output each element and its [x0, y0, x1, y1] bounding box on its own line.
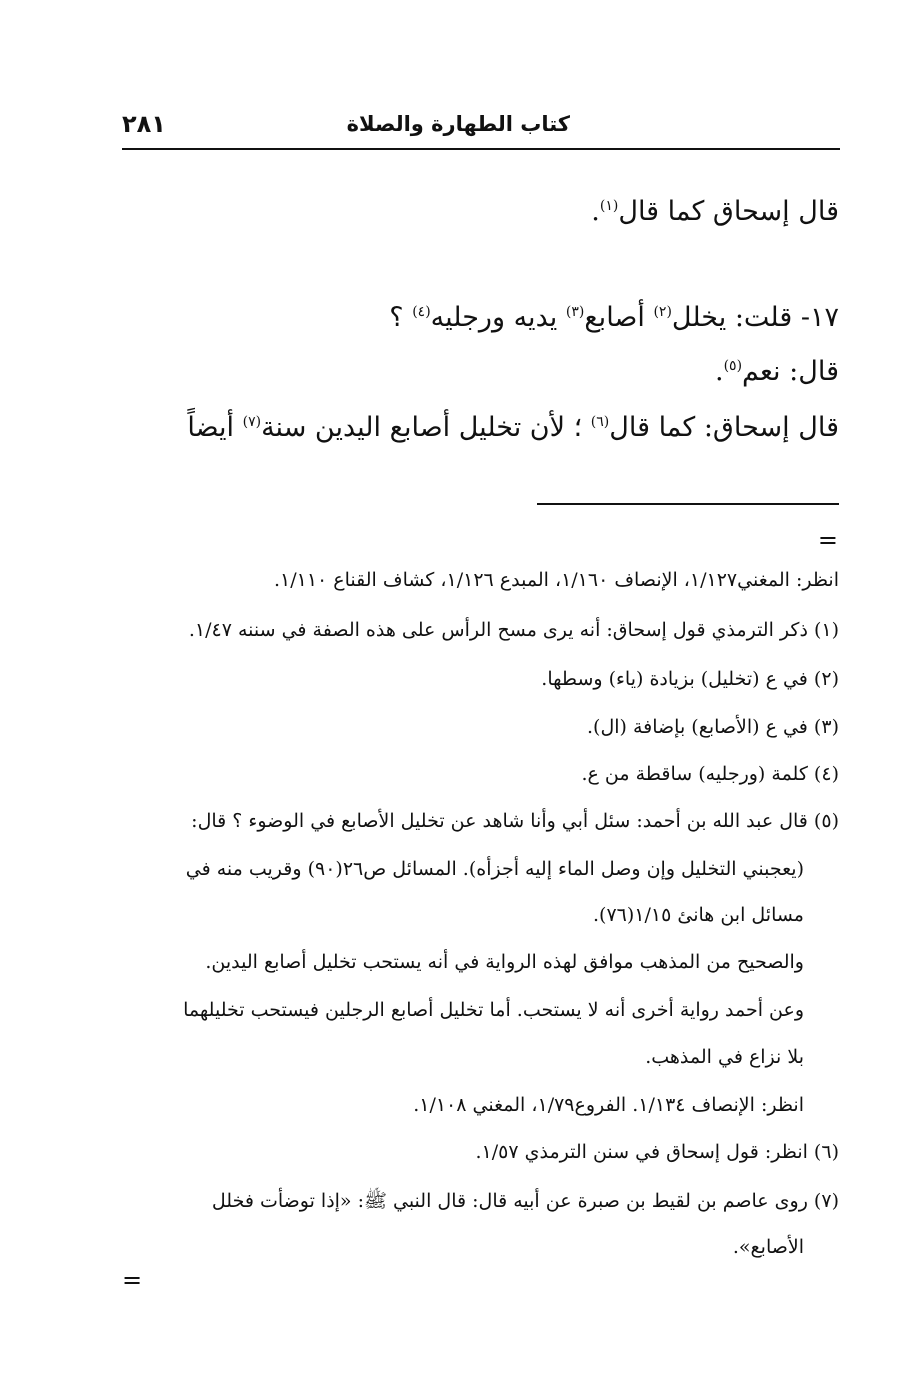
footnote-line: (٦) انظر: قول إسحاق في سنن الترمذي ١/٥٧.	[475, 1141, 839, 1163]
running-title: كتاب الطهارة والصلاة	[346, 112, 570, 136]
footnote-ref: (٦)	[590, 414, 610, 430]
footnote-line: (٢) في ع (تخليل) بزيادة (ياء) وسطها.	[541, 668, 839, 690]
main-text: ؟	[389, 302, 413, 333]
footnote-line: (٣) في ع (الأصابع) بإضافة (ال).	[587, 716, 839, 738]
footnote-ref: (٢)	[653, 304, 672, 320]
main-text: قال: نعم	[742, 356, 839, 387]
running-header	[122, 108, 840, 144]
footnote-line: انظر: الإنصاف ١/١٣٤. الفروع١/٧٩، المغني ١/١٠٨.	[413, 1094, 804, 1116]
continuation-mark-bottom: =	[122, 1266, 143, 1294]
footnote-line: وعن أحمد رواية أخرى أنه لا يستحب. أما تخليل أصابع الرجلين فيستحب تخليلهما	[183, 999, 804, 1021]
footnote-separator	[537, 503, 839, 505]
footnote-ref: (٣)	[565, 304, 585, 320]
footnote-line: (٥) قال عبد الله بن أحمد: سئل أبي وأنا شاهد عن تخليل الأصابع في الوضوء ؟ قال:	[191, 810, 839, 832]
main-text: .	[591, 196, 600, 227]
main-line-4	[187, 408, 839, 448]
footnote-line: (يعجبني التخليل وإن وصل الماء إليه أجزأه). المسائل ص٢٦(٩٠) وقريب منه في	[185, 858, 804, 880]
footnote-line: والصحيح من المذهب موافق لهذه الرواية في أنه يستحب تخليل أصابع اليدين.	[205, 951, 804, 973]
footnote-line: الأصابع».	[732, 1236, 804, 1258]
main-text: قال إسحاق كما قال	[618, 196, 839, 227]
footnote-ref: (٧)	[242, 414, 262, 430]
main-text: .	[714, 356, 724, 387]
footnote-line: (١) ذكر الترمذي قول إسحاق: أنه يرى مسح الرأس على هذه الصفة في سننه ١/٤٧.	[188, 619, 839, 641]
main-text: قال إسحاق: كما قال	[609, 412, 839, 443]
continuation-mark-top: =	[817, 526, 838, 554]
main-text: يديه ورجليه	[430, 302, 566, 333]
footnote-line: بلا نزاع في المذهب.	[645, 1046, 804, 1068]
main-text: ؛ لأن تخليل أصابع اليدين سنة	[261, 412, 591, 443]
footnote-ref: (٥)	[723, 358, 743, 374]
main-line-2	[389, 298, 839, 338]
footnote-line: (٧) روى عاصم بن لقيط بن صبرة عن أبيه قال: قال النبي ﷺ: «إذا توضأت فخلل	[211, 1190, 839, 1212]
footnote-line: انظر: المغني١/١٢٧، الإنصاف ١/١٦٠، المبدع ١/١٢٦، كشاف القناع ١/١١٠.	[273, 569, 839, 591]
main-text: أيضاً	[187, 412, 243, 443]
page-number: ٢٨١	[122, 110, 166, 138]
footnote-line: (٤) كلمة (ورجليه) ساقطة من ع.	[581, 763, 839, 785]
main-line-1	[591, 192, 839, 232]
header-rule	[122, 148, 840, 150]
main-line-3	[715, 352, 839, 392]
question-number: ١٧- قلت: يخلل	[671, 302, 839, 333]
footnote-line: مسائل ابن هانئ ١/١٥(٧٦).	[592, 904, 804, 926]
footnote-ref: (٤)	[412, 304, 431, 320]
footnote-ref: (١)	[599, 198, 619, 214]
main-text: أصابع	[584, 302, 654, 333]
